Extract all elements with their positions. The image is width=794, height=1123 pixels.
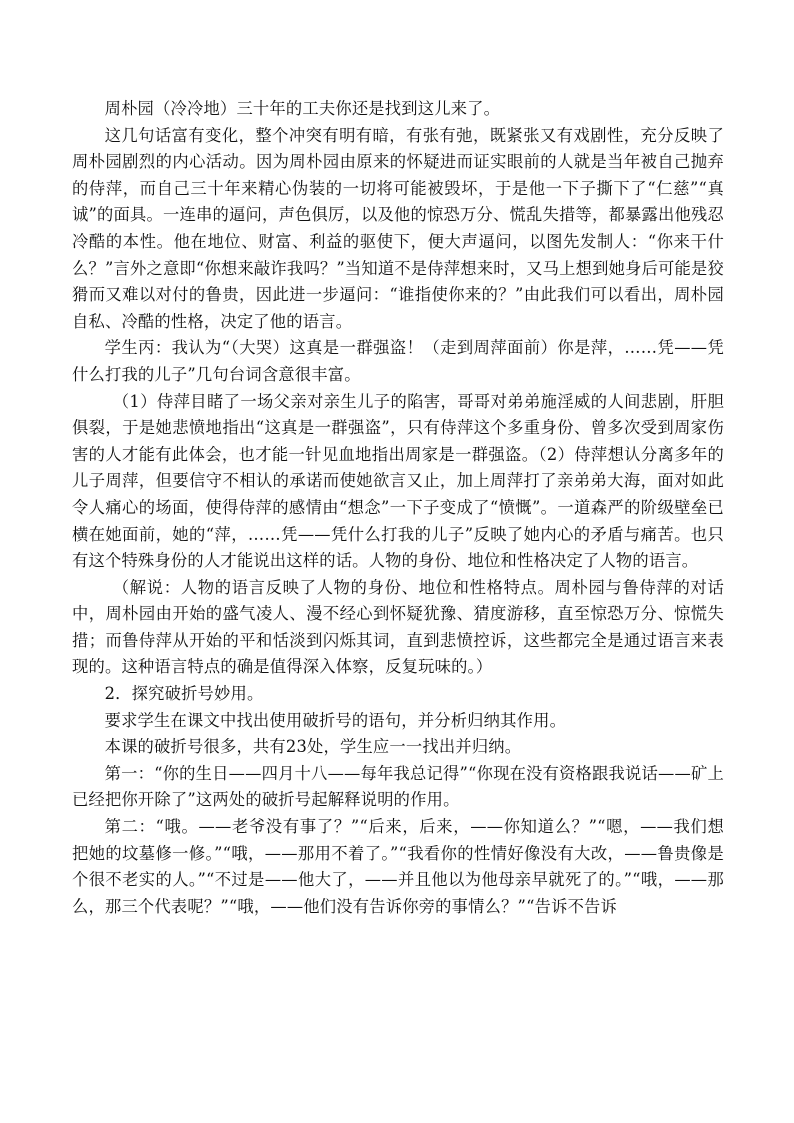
paragraph-task-requirement: 要求学生在课文中找出使用破折号的语句，并分析归纳其作用。	[104, 710, 567, 730]
paragraph-analysis-zhou: 这几句话富有变化，整个冲突有明有暗，有张有弛，既紧张又有戏剧性，充分反映了周朴园剧烈的内心活动。因为周朴园由原来的怀疑进而证实眼前的人就是当年被自己抛弃的侍萍，而自己三十年来精心伪装的一切将可能被毁坏，于是他一下子撕下了“仁慈”“真诚”的面具。一连串的逼问，声色俱厉，以及他的惊恐万分、慌乱失措等，都暴露出他残忍冷酷的本性。他在地位、财富、利益的驱使下，便大声逼问，以图先发制人：“你来干什么？”言外之意即“你想来敲诈我吗？”当知道不是侍萍想来时，又马上想到她身后可能是狡猾而又难以对付的鲁贵，因此进一步逼问：“谁指使你来的？”由此我们可以看出，周朴园自私、冷酷的性格，决定了他的语言。	[72, 125, 724, 331]
paragraph-explanation: （解说：人物的语言反映了人物的身份、地位和性格特点。周朴园与鲁侍萍的对话中，周朴园由开始的盛气凌人、漫不经心到怀疑犹豫、猜度游移，直至惊恐万分、惊慌失措；而鲁侍萍从开始的平和恬淡到闪烁其词，直到悲愤控诉，这些都完全是通过语言来表现的。这种语言特点的确是值得深入体察，反复玩味的。）	[72, 577, 724, 677]
paragraph-student-c: 学生丙：我认为“（大哭）这真是一群强盗！（走到周萍面前）你是萍，……凭——凭什么打我的儿子”几句台词含意很丰富。	[72, 338, 724, 384]
section-heading-dash-usage: 2．探究破折号妙用。	[104, 684, 264, 704]
paragraph-analysis-shiping: （1）侍萍目睹了一场父亲对亲生儿子的陷害，哥哥对弟弟施淫威的人间悲剧，肝胆俱裂，于是她悲愤地指出“这真是一群强盗”，只有侍萍这个多重身份、曾多次受到周家伤害的人才能有此体会，也才能一针见血地指出周家是一群强盗。（2）侍萍想认分离多年的儿子周萍，但要信守不相认的承诺而使她欲言又止，加上周萍打了亲弟弟大海，面对如此令人痛心的场面，使得侍萍的感情由“想念”一下子变成了“愤慨”。一道森严的阶级壁垒已横在她面前，她的“萍，……凭——凭什么打我的儿子”反映了她内心的矛盾与痛苦。也只有这个特殊身份的人才能说出这样的话。人物的身份、地位和性格决定了人物的语言。	[72, 391, 724, 571]
paragraph-dash-count: 本课的破折号很多，共有23处，学生应一一找出并归纳。	[104, 737, 522, 757]
paragraph-dash-second: 第二：“哦。——老爷没有事了？”“后来，后来，——你知道么？”“嗯，——我们想把她的坟墓修一修。”“哦，——那用不着了。”“我看你的性情好像没有大改，——鲁贵像是个很不老实的人。”“不过是——他大了，——并且他以为他母亲早就死了的。”“哦，——那么，那三个代表呢？”“哦，——他们没有告诉你旁的事情么？”“告诉不告诉	[72, 817, 724, 916]
paragraph-dash-first: 第一：“你的生日——四月十八——每年我总记得”“你现在没有资格跟我说话——矿上已经把你开除了”这两处的破折号起解释说明的作用。	[72, 763, 724, 810]
paragraph-dialogue-line: 周朴园（冷冷地）三十年的工夫你还是找到这儿来了。	[104, 99, 501, 118]
document-body	[72, 96, 724, 920]
